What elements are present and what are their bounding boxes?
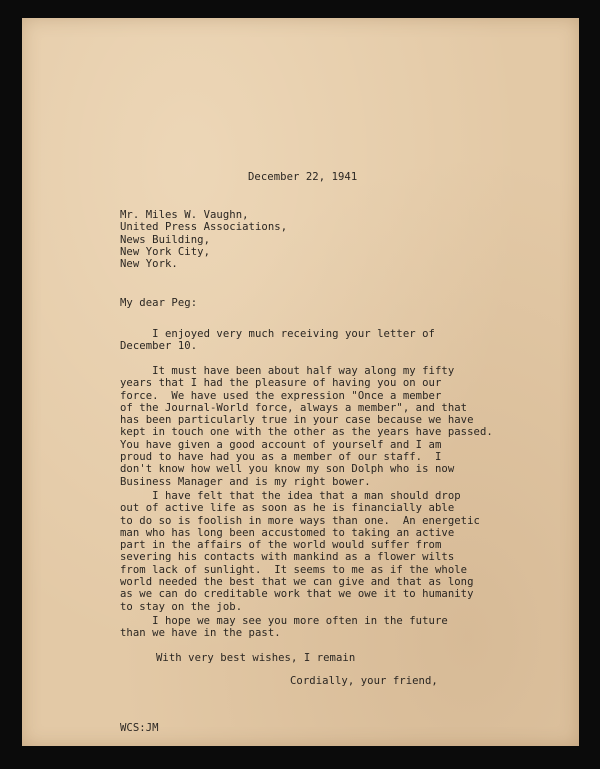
recipient-address bbox=[120, 209, 287, 270]
paragraph-2 bbox=[120, 365, 493, 488]
paragraph-line: has been particularly true in your case because we have bbox=[120, 414, 474, 427]
paragraph-line: force. We have used the expression "Once a member bbox=[120, 389, 442, 402]
salutation: My dear Peg: bbox=[120, 297, 198, 309]
paragraph-line: December 10. bbox=[120, 340, 198, 353]
address-line: New York. bbox=[120, 258, 178, 271]
paragraph-line: years that I had the pleasure of having you on our bbox=[120, 377, 442, 390]
paragraph-line: as we can do creditable work that we owe it to humanity bbox=[120, 588, 474, 601]
paragraph-line: don't know how well you know my son Dolph who is now bbox=[120, 463, 455, 476]
complimentary-close: Cordially, your friend, bbox=[290, 675, 438, 687]
paragraph-line: part in the affairs of the world would suffer from bbox=[120, 539, 442, 552]
paragraph-line: You have given a good account of yourself and I am bbox=[120, 438, 442, 451]
paragraph-line: to do so is foolish in more ways than one. An energetic bbox=[120, 514, 480, 527]
letter-paper bbox=[22, 18, 579, 746]
paragraph-line: proud to have had you as a member of our staff. I bbox=[120, 451, 442, 464]
paragraph-line: I have felt that the idea that a man should drop bbox=[120, 490, 461, 502]
address-line: Mr. Miles W. Vaughn, bbox=[120, 209, 249, 221]
paragraph-line: world needed the best that we can give and that as long bbox=[120, 576, 474, 589]
address-line: News Building, bbox=[120, 233, 210, 246]
paragraph-line: severing his contacts with mankind as a flower wilts bbox=[120, 551, 455, 564]
letter-date: December 22, 1941 bbox=[248, 171, 358, 183]
paragraph-line: man who has long been accustomed to taking an active bbox=[120, 526, 455, 539]
typed-letter bbox=[22, 18, 579, 746]
paragraph-line: It must have been about half way along my fifty bbox=[120, 365, 455, 377]
paragraph-line: to stay on the job. bbox=[120, 600, 243, 613]
paragraph-line: than we have in the past. bbox=[120, 627, 281, 640]
paragraph-line: out of active life as soon as he is financially able bbox=[120, 502, 455, 515]
typist-initials: WCS:JM bbox=[120, 722, 159, 734]
paragraph-4 bbox=[120, 615, 448, 640]
address-line: United Press Associations, bbox=[120, 221, 288, 234]
paragraph-line: of the Journal-World force, always a member", and that bbox=[120, 401, 468, 414]
paragraph-line: Business Manager and is my right bower. bbox=[120, 475, 371, 488]
paragraph-line: I hope we may see you more often in the future bbox=[120, 615, 448, 627]
paragraph-line: I enjoyed very much receiving your letter of bbox=[120, 328, 435, 340]
paragraph-3 bbox=[120, 490, 480, 613]
address-line: New York City, bbox=[120, 245, 210, 258]
paragraph-1 bbox=[120, 328, 435, 353]
paragraph-line: kept in touch one with the other as the years have passed. bbox=[120, 426, 493, 439]
paragraph-line: from lack of sunlight. It seems to me as if the whole bbox=[120, 563, 468, 576]
closing-remarks: With very best wishes, I remain bbox=[156, 652, 356, 664]
